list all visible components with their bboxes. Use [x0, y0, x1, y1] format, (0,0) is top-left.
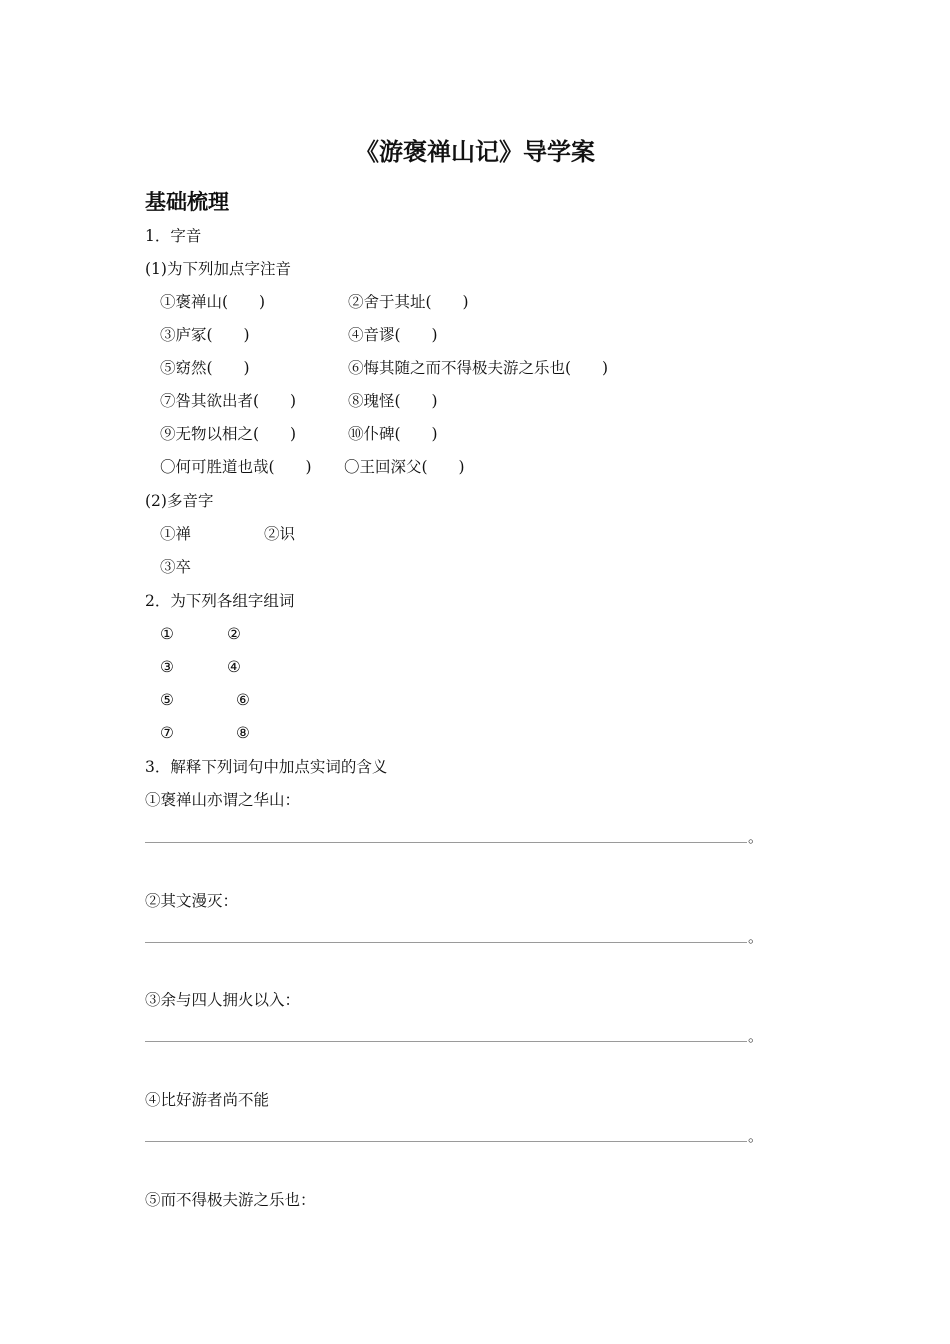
q1-item: ⑥悔其随之而不得极夫游之乐也( ): [348, 359, 609, 377]
page-title: 《游褒禅山记》导学案: [355, 138, 595, 166]
answer-line: [145, 1041, 747, 1042]
q2-item: ④: [227, 658, 241, 676]
poly-item: ③卒: [160, 558, 192, 576]
answer-period: 。: [748, 1127, 764, 1145]
q1-item: ⑨无物以相之( ): [160, 425, 297, 443]
q3-item: ③余与四人拥火以入：: [145, 991, 301, 1009]
q1-item: ②舍于其址( ): [348, 293, 469, 311]
q3-heading: 3．解释下列词句中加点实词的含义: [145, 758, 388, 776]
q2-item: ⑦: [160, 724, 174, 742]
answer-line: [145, 942, 747, 943]
q2-item: ②: [227, 625, 241, 643]
q1-sub1: (1)为下列加点字注音: [145, 260, 291, 278]
q1-item: ④音谬( ): [348, 326, 438, 344]
poly-item: ①禅: [160, 525, 192, 543]
q1-item: ③庐冢( ): [160, 326, 250, 344]
q2-item: ③: [160, 658, 174, 676]
answer-period: 。: [748, 828, 764, 846]
q3-item: ②其文漫灭：: [145, 892, 239, 910]
q1-item: 〇何可胜道也哉( ): [160, 458, 312, 476]
q1-item: 〇王回深父( ): [344, 458, 465, 476]
answer-period: 。: [748, 928, 764, 946]
q1-heading: 1．字音: [145, 227, 202, 245]
q1-item: ⑦咎其欲出者( ): [160, 392, 297, 410]
q1-item: ①褒禅山( ): [160, 293, 266, 311]
q1-item: ⑤窈然( ): [160, 359, 250, 377]
answer-period: 。: [748, 1027, 764, 1045]
q1-item: ⑧瑰怪( ): [348, 392, 438, 410]
poly-item: ②识: [264, 525, 296, 543]
q1-sub2: (2)多音字: [145, 492, 214, 510]
q2-item: ⑧: [236, 724, 250, 742]
answer-line: [145, 842, 747, 843]
q2-heading: 2．为下列各组字组词: [145, 592, 295, 610]
answer-line: [145, 1141, 747, 1142]
q1-item: ⑩仆碑( ): [348, 425, 438, 443]
q3-item: ④比好游者尚不能: [145, 1091, 270, 1109]
q3-item: ⑤而不得极夫游之乐也：: [145, 1191, 316, 1209]
q2-item: ①: [160, 625, 174, 643]
q2-item: ⑥: [236, 691, 250, 709]
q2-item: ⑤: [160, 691, 174, 709]
q3-item: ①褒禅山亦谓之华山：: [145, 791, 301, 809]
section-heading: 基础梳理: [145, 190, 229, 214]
